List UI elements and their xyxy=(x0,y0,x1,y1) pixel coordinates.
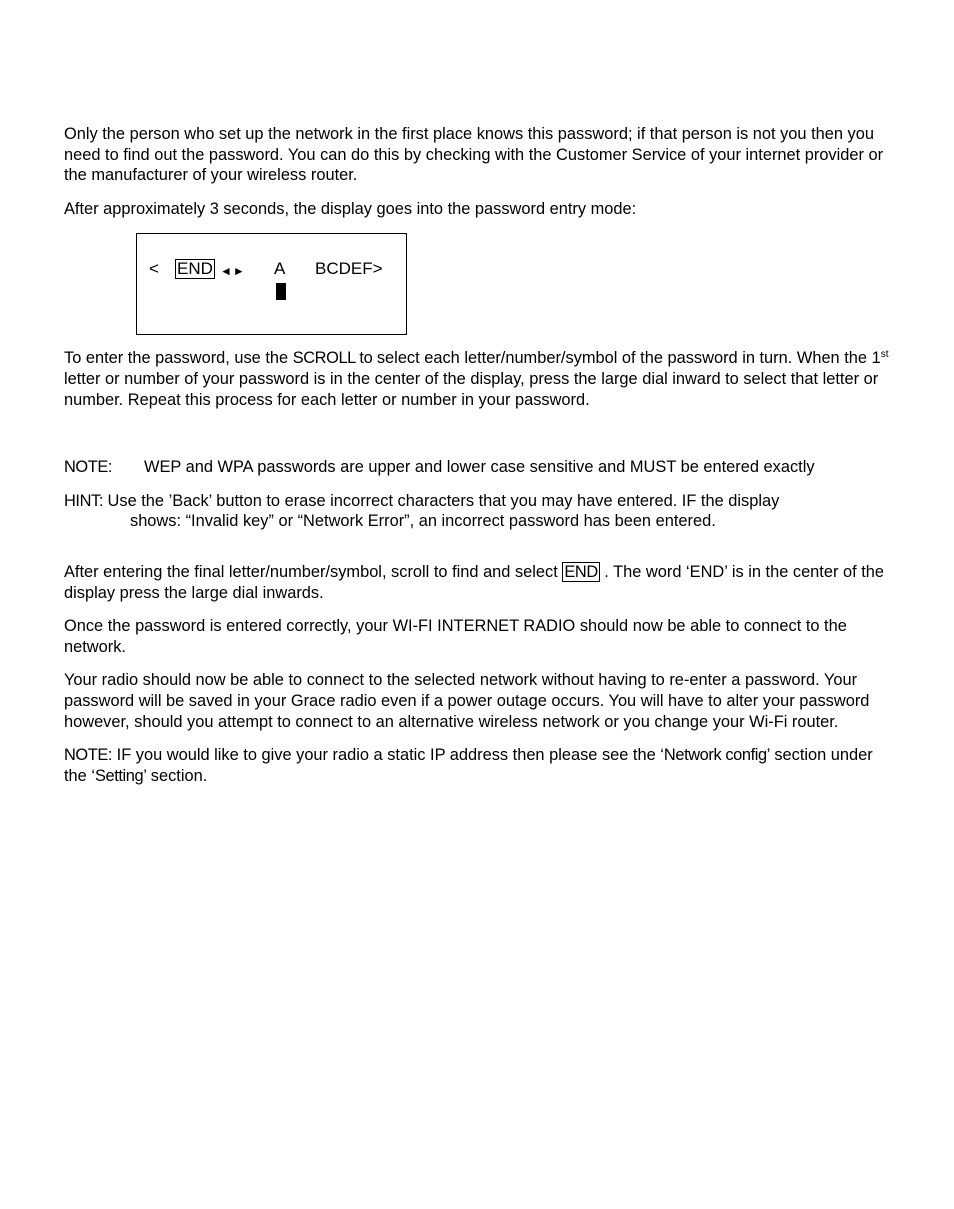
note2-text-b: ’ section under the ‘ xyxy=(64,746,873,785)
paragraph-select-end xyxy=(64,562,894,603)
paragraph-connect-network: Once the password is entered correctly, your WI-FI INTERNET RADIO should now be able to connect to the network. xyxy=(64,617,847,656)
note-static-ip xyxy=(64,745,894,786)
hint-text-line1: Use the ’Back’ button to erase incorrect characters that you may have entered. IF the display xyxy=(102,491,780,510)
paragraph-password-owner: Only the person who set up the network in the first place knows this password; if that person is not you then you need to find out the password. You can do this by checking with the Customer Service of your internet provider or the manufacturer of your wireless router. xyxy=(64,125,884,185)
hint-back-button xyxy=(64,491,894,532)
scroll-term: SCROLL to xyxy=(292,349,373,368)
note2-text-a: IF you would like to give your radio a static IP address then please see the ‘ xyxy=(112,746,664,765)
ordinal-suffix: st xyxy=(880,349,889,361)
hint-label: HINT: xyxy=(64,491,103,510)
display-end-item: END xyxy=(177,259,213,279)
display-current-character: A xyxy=(274,259,286,279)
para3-text-a: To enter the password, use the xyxy=(64,349,293,368)
paragraph-display-mode: After approximately 3 seconds, the display goes into the password entry mode: xyxy=(64,199,637,218)
para4-text-b: . The word ‘END’ is in the center of the display press the large dial inwards. xyxy=(64,562,884,602)
para4-text-a: After entering the final letter/number/symbol, scroll to find and select xyxy=(64,562,563,581)
document-page xyxy=(64,124,894,786)
note2-label: NOTE: xyxy=(64,746,113,765)
note-label: NOTE: xyxy=(64,458,113,477)
display-scroll-arrows-icon: ◄► xyxy=(220,264,246,279)
note2-text-c: ’ section. xyxy=(143,766,208,785)
para3-text-c: letter or number of your password is in the center of the display, press the large dial inward to select that letter or number. Repeat this process for each letter or number in your password. xyxy=(64,369,879,409)
display-cursor-block xyxy=(276,283,286,300)
end-boxed-term: END xyxy=(564,562,598,581)
note-text: WEP and WPA passwords are upper and lower case sensitive and MUST be entered exactly xyxy=(144,458,815,477)
paragraph-password-saved: Your radio should now be able to connect to the selected network without having to re-enter a password. Your password will be saved in your Grace radio even if a power outage occurs. You will have to alter your password however, should you attempt to connect to an alternative wireless network or you change your Wi-Fi router. xyxy=(64,671,870,731)
para3-text-b: select each letter/number/symbol of the password in turn. When the 1 xyxy=(372,349,881,368)
network-config-term: Network config xyxy=(663,746,767,765)
paragraph-enter-password xyxy=(64,348,894,410)
setting-term: Setting xyxy=(94,766,144,785)
hint-text-line2: shows: “Invalid key” or “Network Error”, an incorrect password has been entered. xyxy=(130,512,716,531)
note-case-sensitive xyxy=(64,457,894,478)
display-remaining-characters: BCDEF> xyxy=(315,259,383,279)
display-left-arrow: < xyxy=(149,259,159,279)
password-display-illustration xyxy=(136,233,407,335)
